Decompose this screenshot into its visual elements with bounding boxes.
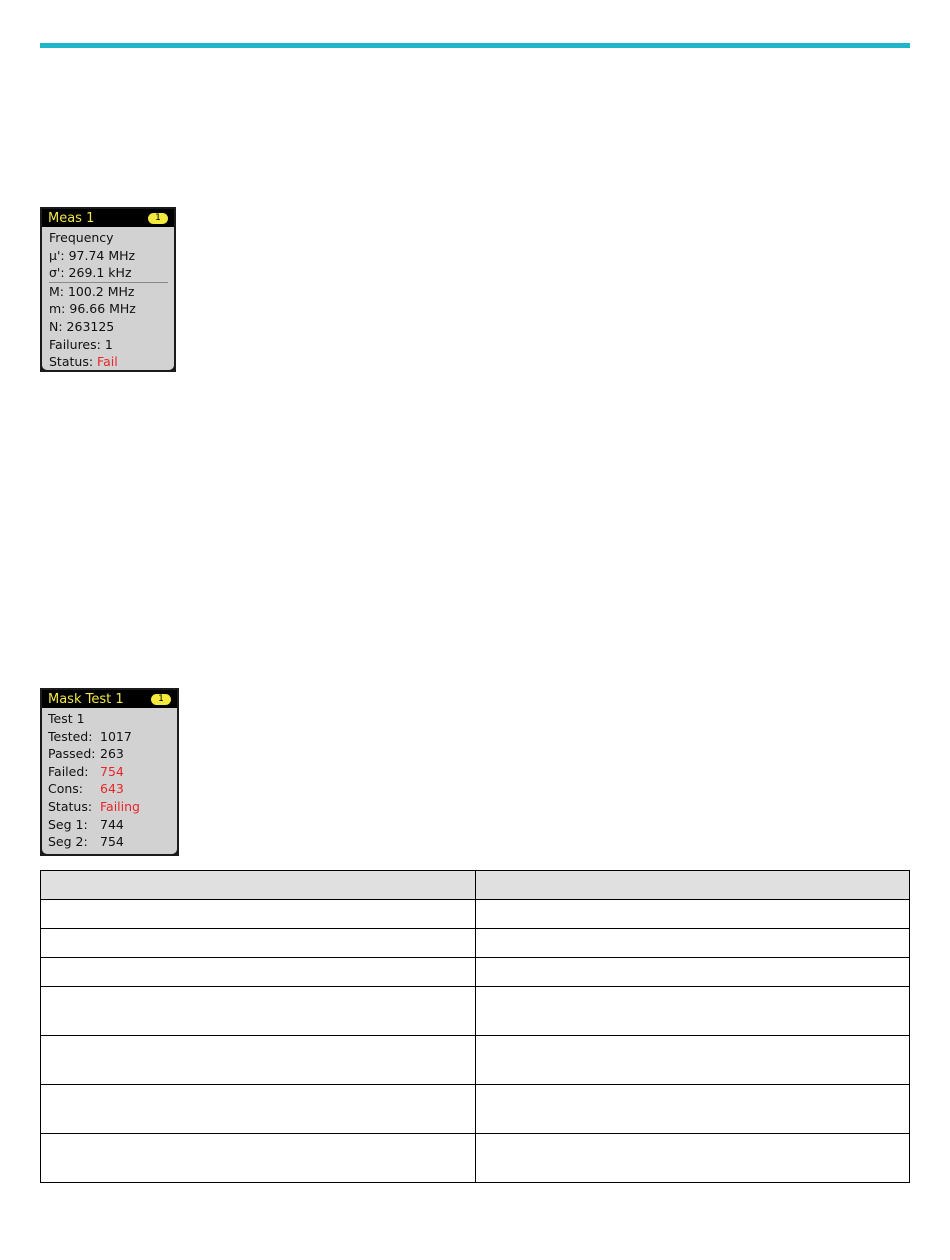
- table-header-row: [41, 871, 910, 900]
- table-cell: [41, 900, 476, 929]
- count-value: N: 263125: [49, 318, 115, 334]
- mask-stat-label: Seg 2:: [48, 834, 88, 850]
- channel-pill: 1: [151, 694, 171, 705]
- table-header-cell: [475, 871, 910, 900]
- mask-stat-value: 643: [100, 781, 124, 797]
- mask-stat-label: Tested:: [48, 728, 93, 744]
- table-cell: [475, 1134, 910, 1183]
- measurement-badge[interactable]: [40, 207, 176, 372]
- table-cell: [475, 1085, 910, 1134]
- header-rule: [40, 43, 910, 48]
- table-cell: [475, 987, 910, 1036]
- table-cell: [41, 1134, 476, 1183]
- mask-test-badge[interactable]: [40, 688, 179, 856]
- min-value: m: 96.66 MHz: [49, 301, 136, 317]
- failures-value: Failures: 1: [49, 336, 113, 352]
- table-cell: [475, 900, 910, 929]
- badge-title: Meas 1: [48, 210, 95, 226]
- mask-stat-value: 744: [100, 816, 124, 832]
- table-row: [41, 1036, 910, 1085]
- mask-stat-row: [48, 833, 171, 851]
- status-value: Fail: [97, 354, 118, 370]
- table-cell: [475, 929, 910, 958]
- mask-stat-value: 1017: [100, 728, 132, 744]
- mask-stat-row: [48, 798, 171, 816]
- table-row: [41, 987, 910, 1036]
- channel-pill: 1: [148, 213, 168, 224]
- info-table: [40, 870, 910, 1183]
- table-row: [41, 1085, 910, 1134]
- mask-stat-row: [48, 745, 171, 763]
- mask-stat-label: Seg 1:: [48, 816, 88, 832]
- table-row: [41, 958, 910, 987]
- badge-body: [42, 227, 174, 370]
- test-name: Test 1: [48, 711, 85, 726]
- table-cell: [41, 1036, 476, 1085]
- table-cell: [41, 1085, 476, 1134]
- table-cell: [475, 958, 910, 987]
- mask-stat-value: Failing: [100, 798, 140, 814]
- mask-stat-value: 754: [100, 834, 124, 850]
- badge-header: [42, 690, 177, 708]
- table-row: [41, 1134, 910, 1183]
- table-cell: [475, 1036, 910, 1085]
- mask-stat-label: Cons:: [48, 781, 84, 797]
- mask-stats: [48, 728, 171, 851]
- mask-stat-value: 263: [100, 746, 124, 762]
- mask-stat-value: 754: [100, 763, 124, 779]
- table-header-cell: [41, 871, 476, 900]
- table-cell: [41, 958, 476, 987]
- badge-body: [42, 708, 177, 854]
- table-row: [41, 929, 910, 958]
- mean-value: μ': 97.74 MHz: [49, 247, 136, 263]
- badge-title: Mask Test 1: [48, 691, 124, 707]
- max-value: M: 100.2 MHz: [49, 283, 135, 299]
- badge-header: [42, 209, 174, 227]
- mask-stat-label: Passed:: [48, 746, 96, 762]
- mask-stat-row: [48, 816, 171, 834]
- mask-stat-row: [48, 763, 171, 781]
- mask-stat-label: Failed:: [48, 763, 89, 779]
- table-cell: [41, 929, 476, 958]
- mask-stat-label: Status:: [48, 798, 93, 814]
- status-label: Status:: [49, 354, 94, 370]
- measurement-name: Frequency: [49, 230, 114, 245]
- mask-stat-row: [48, 728, 171, 746]
- stddev-value: σ': 269.1 kHz: [49, 265, 132, 281]
- table-row: [41, 900, 910, 929]
- status-row: [49, 353, 168, 371]
- mask-stat-row: [48, 780, 171, 798]
- table-cell: [41, 987, 476, 1036]
